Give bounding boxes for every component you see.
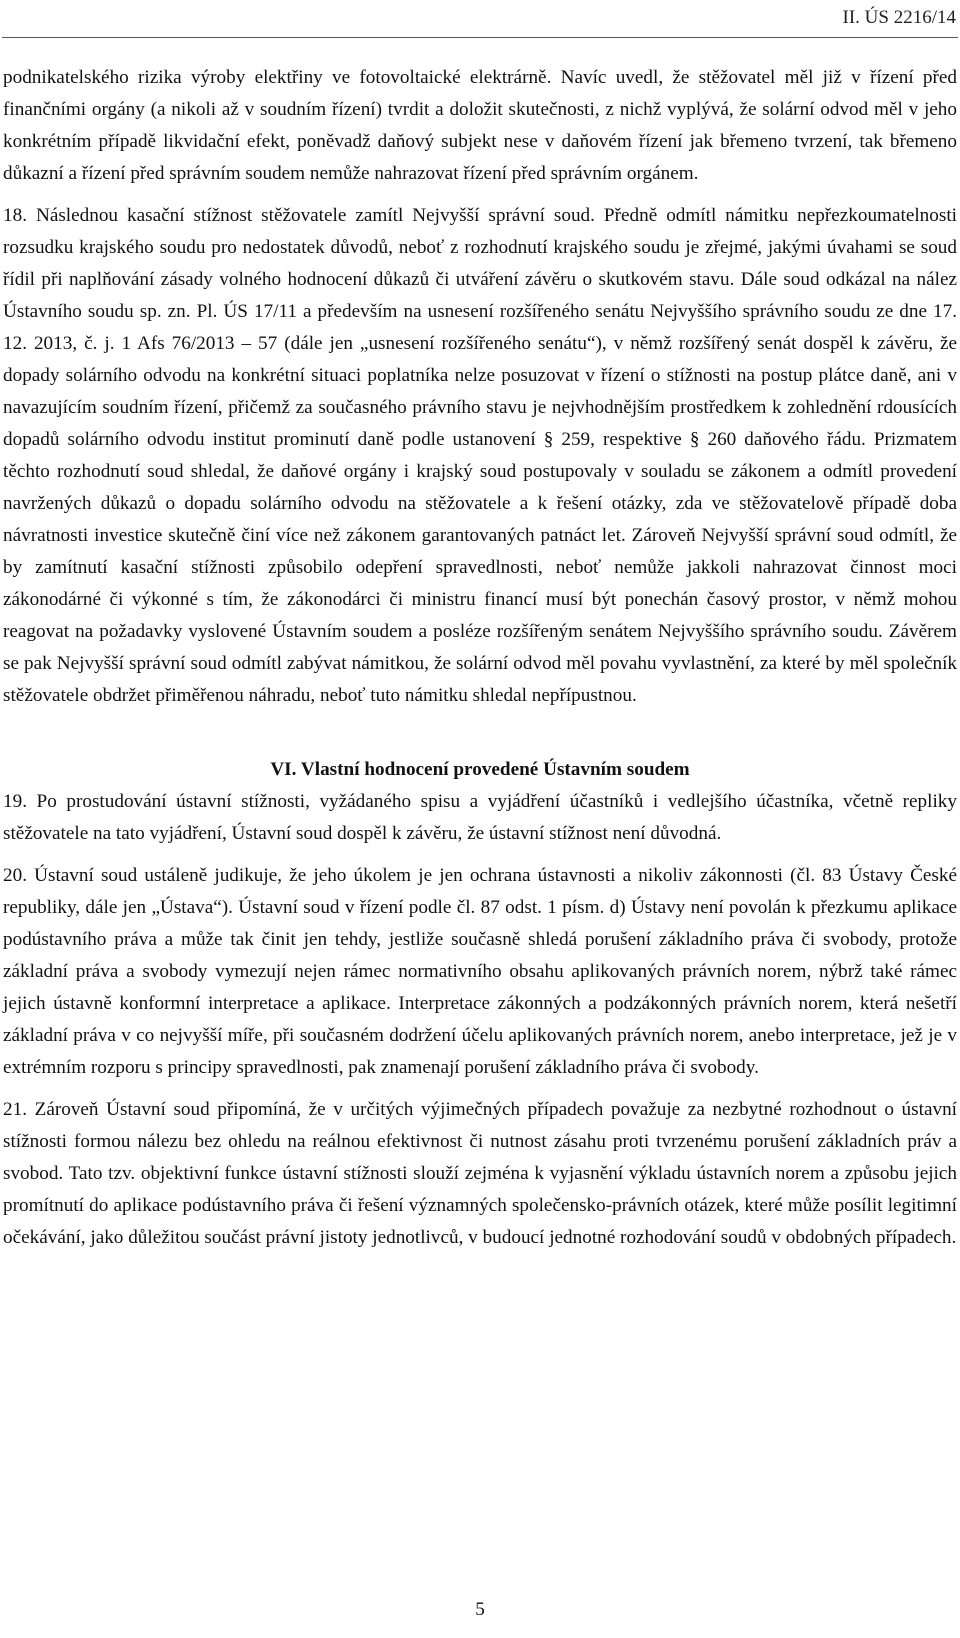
document-body [3,62,957,1254]
paragraph-19: 19. Po prostudování ústavní stížnosti, vyžádaného spisu a vyjádření účastníků i vedlejšího účastníka, včetně repliky stěžovatele na tato vyjádření, Ústavní soud dospěl k závěru, že ústavní stížnost není důvodná. [3,791,957,844]
section-heading: VI. Vlastní hodnocení provedené Ústavním soudem [270,759,690,780]
paragraph-17-continuation: podnikatelského rizika výroby elektřiny ve fotovoltaické elektrárně. Navíc uvedl, že stěžovatel měl již v řízení před finančními orgány (a nikoli až v soudním řízení) tvrdit a doložit skutečnosti, z nichž vyplývá, že solární odvod měl v jeho konkrétním případě likvidační efekt, poněvadž daňový subjekt nese v daňovém řízení jak břemeno tvrzení, tak břemeno důkazní a řízení před správním soudem nemůže nahrazovat řízení před správním orgánem. [3,67,957,184]
page-number: 5 [475,1599,485,1620]
header-divider [2,37,958,38]
case-number-header: II. ÚS 2216/14 [842,7,956,28]
paragraph-20: 20. Ústavní soud ustáleně judikuje, že jeho úkolem je jen ochrana ústavnosti a nikoliv zákonnosti (čl. 83 Ústavy České republiky, dále jen „Ústava“). Ústavní soud v řízení podle čl. 87 odst. 1 písm. d) Ústavy není povolán k přezkumu aplikace podústavního práva a může tak činit jen tehdy, jestliže současně shledá porušení základního práva či svobody, protože základní práva a svobody vymezují nejen rámec normativního obsahu aplikovaných právních norem, nýbrž také rámec jejich ústavně konformní interpretace a aplikace. Interpretace zákonných a podzákonných právních norem, která nešetří základní práva v co nejvyšší míře, při současném dodržení účelu aplikovaných právních norem, anebo interpretace, jež je v extrémním rozporu s principy spravedlnosti, pak znamenají porušení základního práva či svobody. [3,865,957,1078]
paragraph-21: 21. Zároveň Ústavní soud připomíná, že v určitých výjimečných případech považuje za nezbytné rozhodnout o ústavní stížnosti formou nálezu bez ohledu na reálnou efektivnost či nutnost zásahu proti tvrzenému porušení základních práv a svobod. Tato tzv. objektivní funkce ústavní stížnosti slouží zejména k vyjasnění výkladu ústavních norem a způsobu jejich promítnutí do aplikace podústavního práva či řešení významných společensko-právních otázek, které může posílit legitimní očekávání, jako důležitou součást právní jistoty jednotlivců, v budoucí jednotné rozhodování soudů v obdobných případech. [3,1099,957,1248]
paragraph-18: 18. Následnou kasační stížnost stěžovatele zamítl Nejvyšší správní soud. Předně odmítl námitku nepřezkoumatelnosti rozsudku krajského soudu pro nedostatek důvodů, neboť z rozhodnutí krajského soudu je zřejmé, jakými úvahami se soud řídil při naplňování zásady volného hodnocení důkazů či utváření závěru o skutkovém stavu. Dále soud odkázal na nález Ústavního soudu sp. zn. Pl. ÚS 17/11 a především na usnesení rozšířeného senátu Nejvyššího správního soudu ze dne 17. 12. 2013, č. j. 1 Afs 76/2013 – 57 (dále jen „usnesení rozšířeného senátu“), v němž rozšířený senát dospěl k závěru, že dopady solárního odvodu na konkrétní situaci poplatníka nelze posuzovat v řízení o stížnosti na postup plátce daně, ani v navazujícím soudním řízení, přičemž za současného právního stavu je nejvhodnějším prostředkem k zohlednění rdousících dopadů solárního odvodu institut prominutí daně podle ustanovení § 259, respektive § 260 daňového řádu. Prizmatem těchto rozhodnutí soud shledal, že daňové orgány i krajský soud postupovaly v souladu se zákonem a odmítl provedení navržených důkazů o dopadu solárního odvodu na stěžovatele a k řešení otázky, zda ve stěžovatelově případě doba návratnosti investice skutečně činí více než zákonem garantovaných patnáct let. Zároveň Nejvyšší správní soud odmítl, že by zamítnutí kasační stížnosti způsobilo odepření spravedlnosti, neboť nemůže jakkoli nahrazovat činnost moci zákonodárné či výkonné s tím, že zákonodárci či ministru financí musí být ponechán časový prostor, v němž mohou reagovat na požadavky vyslovené Ústavním soudem a posléze rozšířeným senátem Nejvyššího správního soudu. Závěrem se pak Nejvyšší správní soud odmítl zabývat námitkou, že solární odvod měl povahu vyvlastnění, za které by měl společník stěžovatele obdržet přiměřenou náhradu, neboť tuto námitku shledal nepřípustnou. [3,205,957,706]
